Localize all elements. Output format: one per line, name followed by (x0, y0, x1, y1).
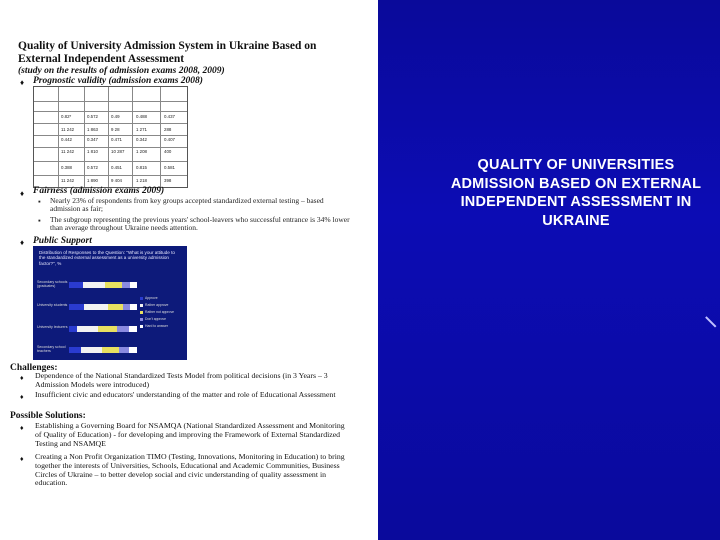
table-cell: 1 271 (136, 127, 147, 132)
challenge-item: Dependence of the National Standardized Tests Model from political decisions (in 3 Years – 3 Admission Models were introduced) (35, 371, 328, 389)
table-cell: 0.407 (164, 137, 175, 142)
chart-bar-segment (102, 347, 119, 353)
table-cell: 0.451 (111, 165, 122, 170)
legend-item: Don't approve (145, 317, 167, 321)
bullet-icon: ♦ (20, 393, 24, 401)
table-divider (34, 101, 187, 102)
solution-item: Creating a Non Profit Organization TIMO (Testing, Innovations, Monitoring in Education) to bring together the interests of Universities, Schools, Educational and Academic Communities, Business Circles of Ukraine – to better develop social and civic understanding of quality assessment in education. (35, 452, 345, 488)
legend-swatch (140, 325, 143, 328)
table-cell: 0.49 (111, 114, 120, 119)
table-divider (34, 147, 187, 148)
chart-category-label: University students (37, 303, 68, 307)
chart-bar-segment (129, 326, 137, 332)
section-heading: Prognostic validity (admission exams 2008) (33, 76, 203, 86)
table-cell: 11 242 (61, 127, 75, 132)
legend-item: Rather approve (145, 303, 169, 307)
chart-category-label: Secondary schools (graduates) (37, 280, 68, 288)
chart-category-label: Secondary school teachers (37, 345, 66, 353)
table-cell: 1 863 (87, 127, 98, 132)
doc-subtitle: (study on the results of admission exams 2008, 2009) (18, 66, 225, 76)
table-cell: 0.82* (61, 114, 72, 119)
table-divider (160, 87, 161, 187)
table-cell: 11 242 (61, 178, 75, 183)
legend-swatch (140, 311, 143, 314)
table-divider (132, 87, 133, 187)
chart-bar-segment (84, 304, 108, 310)
chart-bar-segment (129, 347, 137, 353)
table-divider (34, 111, 187, 112)
chart-bar-segment (83, 282, 105, 288)
bullet-icon: ▪ (38, 197, 41, 206)
validity-table (33, 86, 188, 188)
chart-category-label: University lecturers (37, 325, 68, 329)
table-cell: 0.347 (87, 137, 98, 142)
section-heading: Fairness (admission exams 2009) (33, 186, 165, 196)
chart-bar-segment (122, 282, 130, 288)
attitude-chart (33, 246, 187, 360)
table-cell: 1 218 (136, 178, 147, 183)
table-cell: 288 (164, 127, 172, 132)
table-divider (34, 161, 187, 162)
chart-bar-segment (123, 304, 130, 310)
chart-bar-segment (69, 304, 84, 310)
bullet-icon: ♦ (20, 424, 24, 432)
chart-bar-segment (105, 282, 122, 288)
legend-swatch (140, 304, 143, 307)
table-cell: 400 (164, 149, 172, 154)
table-cell: 0.572 (87, 114, 98, 119)
bullet-icon: ♦ (20, 189, 25, 198)
challenge-item: Insufficient civic and educators' understanding of the matter and role of Educational Assessment (35, 390, 336, 399)
list-item: The subgroup representing the previous years' school-leavers who successful entrance is 34% lower than average throughout Ukraine needs attention. (50, 215, 350, 233)
table-cell: 9 28 (111, 127, 120, 132)
table-cell: 0.388 (61, 165, 72, 170)
table-cell: 1 208 (136, 149, 147, 154)
bullet-icon: ♦ (20, 78, 25, 87)
table-cell: 1 810 (87, 149, 98, 154)
legend-item: Approve (145, 296, 158, 300)
legend-swatch (140, 318, 143, 321)
table-cell: 11 242 (61, 149, 75, 154)
solutions-heading: Possible Solutions: (10, 411, 86, 421)
chart-bar-segment (98, 326, 117, 332)
title-panel (378, 0, 720, 540)
table-divider (58, 87, 59, 187)
legend-item: Hard to answer (145, 324, 168, 328)
table-cell: 0.581 (164, 165, 175, 170)
chart-bar-segment (108, 304, 123, 310)
table-divider (108, 87, 109, 187)
chart-bar-segment (69, 326, 77, 332)
challenges-heading: Challenges: (10, 363, 58, 373)
chart-title: Distribution of Responses to the Question: "What is your attitude to the standardized external assessment as a university admission factor?", % (39, 250, 175, 266)
chart-bar-segment (69, 347, 81, 353)
bullet-icon: ♦ (20, 455, 24, 463)
chart-bar-segment (130, 304, 137, 310)
chart-bar-segment (117, 326, 129, 332)
table-divider (34, 135, 187, 136)
table-cell: 0.442 (61, 137, 72, 142)
table-cell: 10 287 (111, 149, 125, 154)
table-cell: 0.815 (136, 165, 147, 170)
slide-title: QUALITY OF UNIVERSITIES ADMISSION BASED ON EXTERNAL INDEPENDENT ASSESSMENT IN UKRAINE (450, 157, 702, 229)
table-cell: 1 890 (87, 178, 98, 183)
table-cell: 9 404 (111, 178, 122, 183)
table-divider (84, 87, 85, 187)
table-cell: 0.488 (136, 114, 147, 119)
doc-title: Quality of University Admission System in Ukraine Based on External Independent Assessment (18, 40, 317, 65)
table-cell: 0.437 (164, 114, 175, 119)
list-item: Nearly 23% of respondents from key groups accepted standardized external testing – based admission as fair; (50, 196, 324, 214)
bullet-icon: ♦ (20, 374, 24, 382)
chart-bar-segment (119, 347, 129, 353)
table-cell: 398 (164, 178, 172, 183)
chart-bar-segment (69, 282, 83, 288)
chart-bar-segment (77, 326, 97, 332)
legend-swatch (140, 297, 143, 300)
bullet-icon: ♦ (20, 238, 25, 247)
solution-item: Establishing a Governing Board for NSAMQA (National Standardized Assessment and Monitoring of Quality of Education) - for developing and improving the Framework of External Standardized Testing and NSAMQE (35, 421, 345, 448)
table-divider (34, 175, 187, 176)
legend-item: Rather not approve (145, 310, 175, 314)
table-divider (34, 123, 187, 124)
table-cell: 0.342 (136, 137, 147, 142)
bullet-icon: ▪ (38, 216, 41, 225)
decorative-line (705, 316, 716, 327)
section-heading: Public Support (33, 236, 92, 246)
table-cell: 0.572 (87, 165, 98, 170)
chart-bar-segment (130, 282, 137, 288)
chart-bar-segment (81, 347, 101, 353)
table-cell: 0.471 (111, 137, 122, 142)
